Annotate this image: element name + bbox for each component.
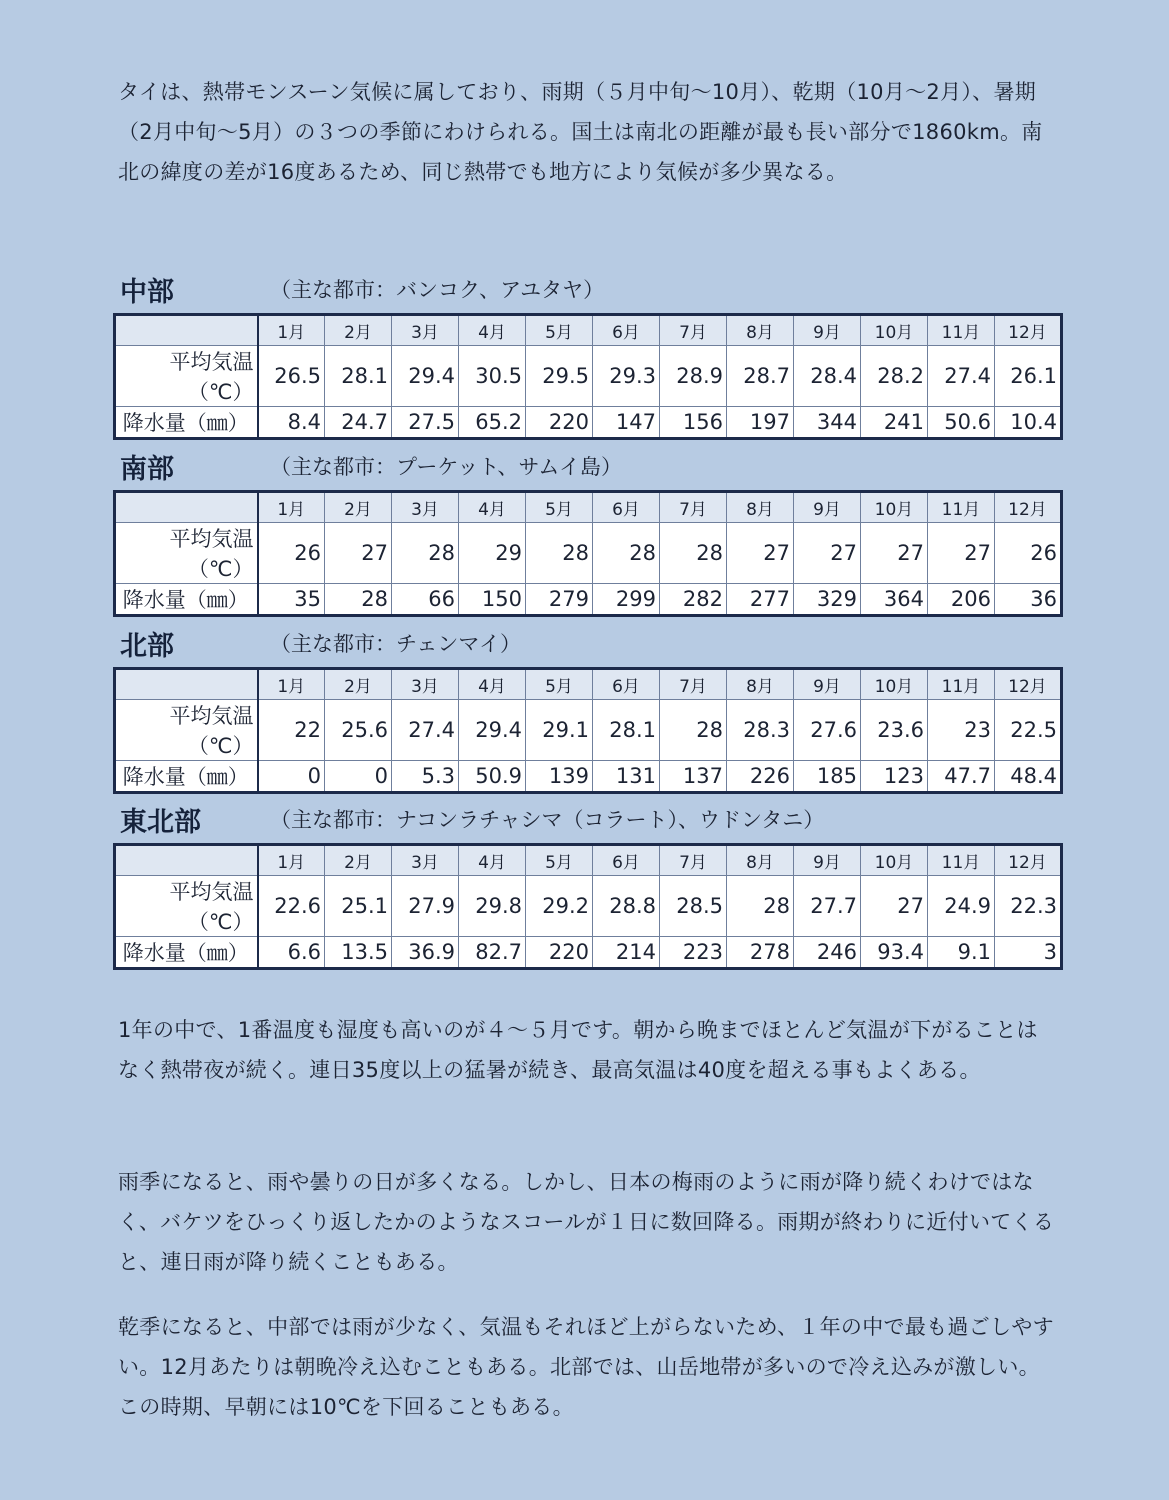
temperature-label: 平均気温（℃） [115, 523, 258, 584]
rainfall-cell: 364 [861, 584, 928, 616]
month-header: 9月 [794, 315, 861, 346]
month-header: 7月 [660, 669, 727, 700]
month-header: 2月 [325, 669, 392, 700]
temperature-row [115, 700, 1062, 761]
temperature-cell: 29.2 [526, 876, 593, 937]
climate-table-south [113, 490, 1063, 617]
temperature-cell: 27.9 [392, 876, 459, 937]
rainfall-cell: 282 [660, 584, 727, 616]
month-header: 7月 [660, 492, 727, 523]
temperature-cell: 28 [660, 523, 727, 584]
month-header: 4月 [459, 845, 526, 876]
month-header: 11月 [928, 845, 995, 876]
region-title: 中部 [120, 277, 174, 308]
rainfall-cell: 66 [392, 584, 459, 616]
rainfall-cell: 277 [727, 584, 794, 616]
month-header: 5月 [526, 669, 593, 700]
rainfall-cell: 279 [526, 584, 593, 616]
rainfall-cell: 50.9 [459, 761, 526, 793]
temperature-cell: 29.4 [392, 346, 459, 407]
month-header: 12月 [995, 845, 1062, 876]
temperature-cell: 29 [459, 523, 526, 584]
rainfall-cell: 206 [928, 584, 995, 616]
rainfall-cell: 36.9 [392, 937, 459, 969]
region-header-central [120, 270, 1060, 306]
rainfall-cell: 8.4 [258, 407, 325, 439]
rainfall-cell: 0 [325, 761, 392, 793]
temperature-cell: 28.3 [727, 700, 794, 761]
rainfall-row [115, 761, 1062, 793]
rainfall-cell: 35 [258, 584, 325, 616]
rainfall-cell: 147 [593, 407, 660, 439]
temperature-cell: 28 [660, 700, 727, 761]
rainfall-cell: 185 [794, 761, 861, 793]
temperature-cell: 22.6 [258, 876, 325, 937]
temperature-cell: 29.8 [459, 876, 526, 937]
month-header: 4月 [459, 669, 526, 700]
temperature-cell: 29.3 [593, 346, 660, 407]
temperature-cell: 28.5 [660, 876, 727, 937]
month-header: 4月 [459, 492, 526, 523]
month-header: 1月 [258, 669, 325, 700]
temperature-cell: 30.5 [459, 346, 526, 407]
rainfall-cell: 139 [526, 761, 593, 793]
intro-paragraph: タイは、熱帯モンスーン気候に属しており、雨期（５月中旬～10月）、乾期（10月～2月）、暑期（2月中旬～5月）の３つの季節にわけられる。国土は南北の距離が最も長い部分で1860km。南北の緯度の差が16度あるため、同じ熱帯でも地方により気候が多少異なる。 [118, 80, 1043, 184]
temperature-cell: 26 [258, 523, 325, 584]
paragraph-hot-season: 1年の中で、1番温度も湿度も高いのが４～５月です。朝から晩までほとんど気温が下がることはなく熱帯夜が続く。連日35度以上の猛暑が続き、最高気温は40度を超える事もよくある。 [118, 1018, 1038, 1082]
rainfall-cell: 246 [794, 937, 861, 969]
temperature-cell: 27 [325, 523, 392, 584]
month-header: 8月 [727, 315, 794, 346]
rainfall-cell: 299 [593, 584, 660, 616]
month-header: 9月 [794, 845, 861, 876]
rainfall-cell: 241 [861, 407, 928, 439]
region-cities: （主な都市：バンコク、アユタヤ） [270, 278, 605, 302]
temperature-cell: 29.4 [459, 700, 526, 761]
rainfall-cell: 3 [995, 937, 1062, 969]
rainfall-row [115, 584, 1062, 616]
temperature-row [115, 876, 1062, 937]
month-header: 6月 [593, 492, 660, 523]
rainfall-label: 降水量（㎜） [115, 761, 258, 793]
temperature-row [115, 346, 1062, 407]
rainfall-row [115, 937, 1062, 969]
temperature-cell: 27.4 [928, 346, 995, 407]
temperature-cell: 28 [526, 523, 593, 584]
temperature-cell: 23.6 [861, 700, 928, 761]
region-header-south [120, 447, 1060, 483]
month-header: 1月 [258, 492, 325, 523]
rainfall-cell: 28 [325, 584, 392, 616]
month-header: 12月 [995, 669, 1062, 700]
temperature-cell: 28.7 [727, 346, 794, 407]
rainfall-cell: 24.7 [325, 407, 392, 439]
rainfall-cell: 123 [861, 761, 928, 793]
month-header: 11月 [928, 669, 995, 700]
rainfall-cell: 0 [258, 761, 325, 793]
temperature-cell: 25.6 [325, 700, 392, 761]
month-header: 6月 [593, 845, 660, 876]
region-title: 南部 [120, 454, 174, 485]
month-header: 8月 [727, 845, 794, 876]
rainfall-cell: 220 [526, 937, 593, 969]
temperature-cell: 22 [258, 700, 325, 761]
temperature-cell: 27 [794, 523, 861, 584]
temperature-cell: 23 [928, 700, 995, 761]
temperature-cell: 27 [861, 876, 928, 937]
month-header: 10月 [861, 669, 928, 700]
month-header: 1月 [258, 315, 325, 346]
month-header: 5月 [526, 492, 593, 523]
month-header: 3月 [392, 315, 459, 346]
temperature-cell: 27 [928, 523, 995, 584]
temperature-cell: 28.2 [861, 346, 928, 407]
month-header: 3月 [392, 845, 459, 876]
temperature-cell: 26 [995, 523, 1062, 584]
table-corner-cell [115, 669, 258, 700]
temperature-cell: 28 [727, 876, 794, 937]
month-header: 1月 [258, 845, 325, 876]
rainfall-cell: 93.4 [861, 937, 928, 969]
table-corner-cell [115, 492, 258, 523]
temperature-cell: 22.3 [995, 876, 1062, 937]
paragraph-rainy-season: 雨季になると、雨や曇りの日が多くなる。しかし、日本の梅雨のように雨が降り続くわけではなく、バケツをひっくり返したかのようなスコールが１日に数回降る。雨期が終わりに近付いてくると、連日雨が降り続くこともある。 [118, 1170, 1055, 1274]
temperature-cell: 29.5 [526, 346, 593, 407]
region-header-north [120, 624, 1060, 660]
month-header: 2月 [325, 845, 392, 876]
rainfall-cell: 47.7 [928, 761, 995, 793]
month-header: 2月 [325, 492, 392, 523]
month-header: 5月 [526, 315, 593, 346]
rainfall-cell: 344 [794, 407, 861, 439]
rainfall-cell: 65.2 [459, 407, 526, 439]
month-header: 10月 [861, 845, 928, 876]
rainfall-cell: 48.4 [995, 761, 1062, 793]
month-header: 9月 [794, 669, 861, 700]
rainfall-cell: 150 [459, 584, 526, 616]
rainfall-cell: 50.6 [928, 407, 995, 439]
temperature-label: 平均気温（℃） [115, 876, 258, 937]
rainfall-cell: 10.4 [995, 407, 1062, 439]
region-cities: （主な都市：ナコンラチャシマ（コラート）、ウドンタニ） [270, 808, 825, 832]
temperature-label: 平均気温（℃） [115, 346, 258, 407]
month-header: 9月 [794, 492, 861, 523]
rainfall-cell: 223 [660, 937, 727, 969]
region-title: 北部 [120, 631, 174, 662]
temperature-cell: 29.1 [526, 700, 593, 761]
rainfall-cell: 226 [727, 761, 794, 793]
temperature-cell: 28.1 [593, 700, 660, 761]
temperature-cell: 27.6 [794, 700, 861, 761]
climate-table-central [113, 313, 1063, 440]
rainfall-cell: 13.5 [325, 937, 392, 969]
table-corner-cell [115, 315, 258, 346]
temperature-cell: 27 [861, 523, 928, 584]
month-header: 8月 [727, 669, 794, 700]
rainfall-cell: 214 [593, 937, 660, 969]
rainfall-cell: 6.6 [258, 937, 325, 969]
rainfall-cell: 197 [727, 407, 794, 439]
table-header-row [115, 669, 1062, 700]
table-header-row [115, 845, 1062, 876]
rainfall-cell: 9.1 [928, 937, 995, 969]
temperature-cell: 24.9 [928, 876, 995, 937]
region-title: 東北部 [120, 807, 201, 838]
rainfall-cell: 5.3 [392, 761, 459, 793]
paragraph-dry-season: 乾季になると、中部では雨が少なく、気温もそれほど上がらないため、１年の中で最も過ごしやすい。12月あたりは朝晩冷え込むこともある。北部では、山岳地帯が多いので冷え込みが激しい。この時期、早朝には10℃を下回ることもある。 [118, 1315, 1054, 1419]
rainfall-cell: 156 [660, 407, 727, 439]
month-header: 2月 [325, 315, 392, 346]
month-header: 10月 [861, 315, 928, 346]
month-header: 6月 [593, 315, 660, 346]
temperature-cell: 27.7 [794, 876, 861, 937]
month-header: 8月 [727, 492, 794, 523]
rainfall-row [115, 407, 1062, 439]
temperature-cell: 27 [727, 523, 794, 584]
month-header: 4月 [459, 315, 526, 346]
table-corner-cell [115, 845, 258, 876]
month-header: 5月 [526, 845, 593, 876]
month-header: 7月 [660, 845, 727, 876]
temperature-cell: 27.4 [392, 700, 459, 761]
temperature-cell: 28.1 [325, 346, 392, 407]
table-header-row [115, 492, 1062, 523]
temperature-cell: 28 [593, 523, 660, 584]
temperature-cell: 28.4 [794, 346, 861, 407]
month-header: 6月 [593, 669, 660, 700]
temperature-cell: 26.5 [258, 346, 325, 407]
region-cities: （主な都市：チェンマイ） [270, 632, 521, 656]
month-header: 3月 [392, 669, 459, 700]
temperature-cell: 26.1 [995, 346, 1062, 407]
month-header: 12月 [995, 492, 1062, 523]
region-cities: （主な都市：プーケット、サムイ島） [270, 455, 622, 479]
month-header: 11月 [928, 315, 995, 346]
month-header: 3月 [392, 492, 459, 523]
temperature-cell: 22.5 [995, 700, 1062, 761]
table-header-row [115, 315, 1062, 346]
month-header: 12月 [995, 315, 1062, 346]
temperature-cell: 25.1 [325, 876, 392, 937]
rainfall-label: 降水量（㎜） [115, 407, 258, 439]
rainfall-cell: 329 [794, 584, 861, 616]
month-header: 7月 [660, 315, 727, 346]
rainfall-cell: 27.5 [392, 407, 459, 439]
rainfall-cell: 137 [660, 761, 727, 793]
climate-table-north [113, 667, 1063, 794]
rainfall-cell: 220 [526, 407, 593, 439]
temperature-cell: 28 [392, 523, 459, 584]
temperature-label: 平均気温（℃） [115, 700, 258, 761]
rainfall-cell: 131 [593, 761, 660, 793]
rainfall-cell: 278 [727, 937, 794, 969]
month-header: 10月 [861, 492, 928, 523]
region-header-northeast [120, 800, 1060, 836]
temperature-row [115, 523, 1062, 584]
temperature-cell: 28.8 [593, 876, 660, 937]
rainfall-cell: 36 [995, 584, 1062, 616]
rainfall-cell: 82.7 [459, 937, 526, 969]
rainfall-label: 降水量（㎜） [115, 937, 258, 969]
rainfall-label: 降水量（㎜） [115, 584, 258, 616]
month-header: 11月 [928, 492, 995, 523]
temperature-cell: 28.9 [660, 346, 727, 407]
climate-table-northeast [113, 843, 1063, 970]
